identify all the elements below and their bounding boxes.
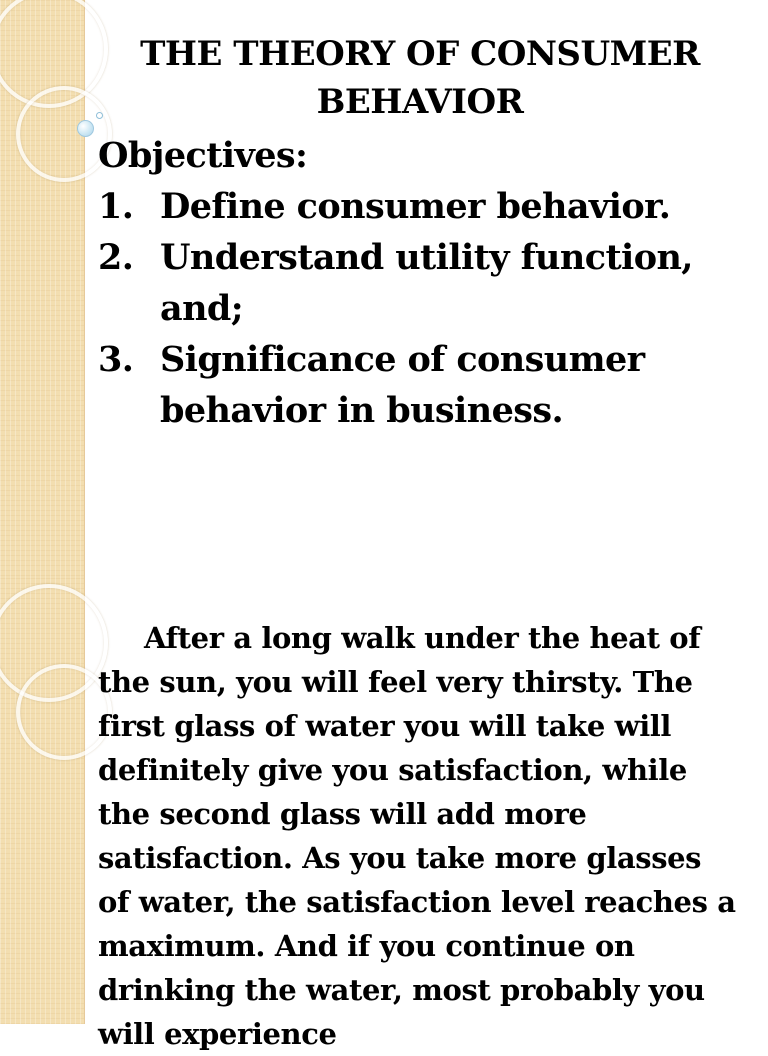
example-paragraph: After a long walk under the heat of the sun, you will feel very thirsty. The first glass of water you will take will definitely give you satisfaction, while the second glass will add more satisfaction. As you take more glasses of water, the satisfaction level reaches a maximum. And if you continue on drinking the water, most probably you will experience — [98, 621, 736, 1051]
objective-text: Understand utility function, and; — [160, 237, 693, 329]
slide-title: THE THEORY OF CONSUMER BEHAVIOR — [140, 34, 700, 122]
objective-text: Define consumer behavior. — [160, 186, 671, 227]
decorative-side-panel — [0, 576, 85, 1024]
slide-example — [0, 576, 768, 1051]
objective-number: 3. — [98, 339, 134, 380]
bubble-ornament-icon — [77, 120, 94, 137]
objective-item — [98, 181, 748, 232]
objectives-section — [98, 130, 748, 436]
decorative-side-panel — [0, 0, 85, 576]
objectives-heading: Objectives: — [98, 135, 308, 176]
objectives-list — [98, 181, 748, 436]
objective-item — [98, 334, 748, 436]
objective-item — [98, 232, 748, 334]
objective-number: 1. — [98, 186, 134, 227]
objective-number: 2. — [98, 237, 134, 278]
objective-text: Significance of consumer behavior in business. — [160, 339, 645, 431]
